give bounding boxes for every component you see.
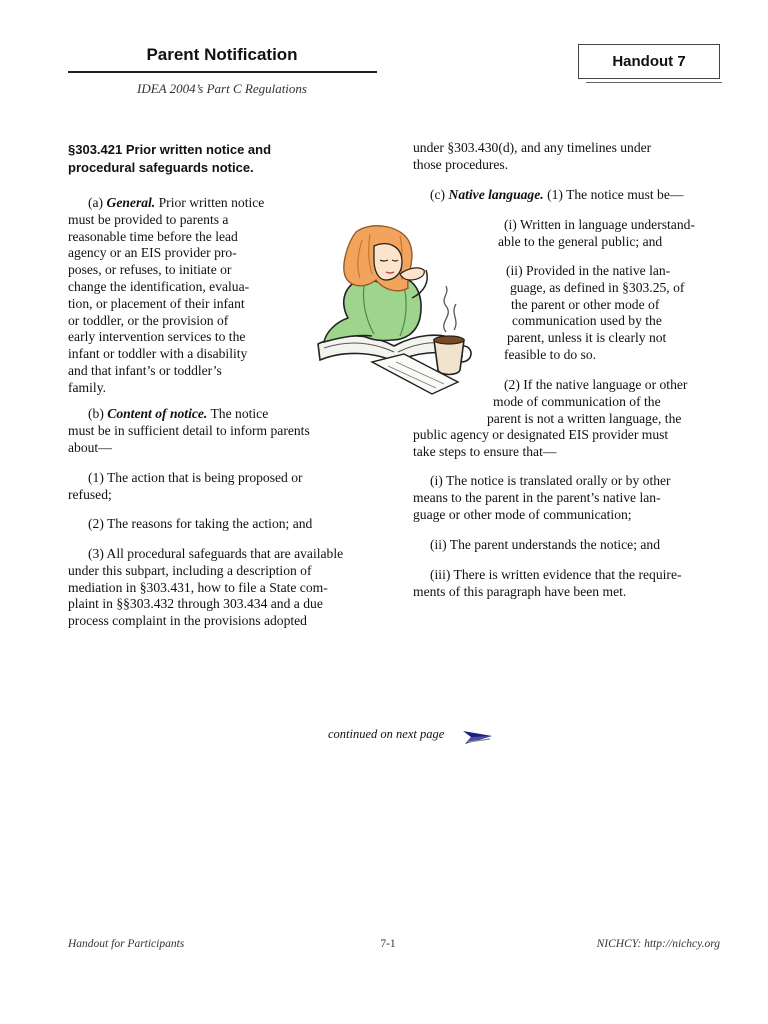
page-number: 7-1 bbox=[380, 938, 396, 950]
text-line: tion, or placement of their infant bbox=[68, 295, 245, 311]
paragraph-c-ii bbox=[503, 263, 684, 364]
section-heading bbox=[68, 141, 271, 177]
text-line: or toddler, or the provision of bbox=[68, 312, 229, 328]
paragraph-c2-iii bbox=[413, 567, 682, 601]
text-line: must be in sufficient detail to inform parents bbox=[68, 422, 310, 438]
text-line: guage, as defined in §303.25, of bbox=[510, 279, 685, 295]
text-line: mode of communication of the bbox=[493, 393, 661, 409]
continued-note: continued on next page bbox=[328, 727, 445, 741]
paragraph-a bbox=[68, 195, 264, 397]
paragraph-a-first-line: (a) General. Prior written notice bbox=[88, 195, 265, 210]
text-line: (i) The notice is translated orally or by other bbox=[430, 473, 671, 488]
text-line: (iii) There is written evidence that the require- bbox=[430, 567, 682, 582]
paragraph-b-label: Content of notice. bbox=[107, 406, 208, 421]
footer-right: NICHCY: http://nichcy.org bbox=[596, 938, 720, 950]
paragraph-a-label: General. bbox=[106, 195, 156, 210]
footer-left: Handout for Participants bbox=[68, 938, 185, 950]
text-line: process complaint in the provisions adopted bbox=[68, 613, 307, 629]
paragraph-c-label: Native language. bbox=[448, 187, 544, 202]
text-line: plaint in §§303.432 through 303.434 and a due bbox=[68, 596, 323, 612]
text-line: feasible to do so. bbox=[504, 346, 597, 362]
text-line: Prior written notice bbox=[158, 195, 265, 210]
paragraph-c bbox=[430, 187, 683, 204]
paragraph-continuation bbox=[413, 140, 651, 174]
text-line: (1) The notice must be— bbox=[547, 187, 684, 202]
paragraph-c2-ii bbox=[413, 537, 660, 554]
text-line: (i) Written in language understand- bbox=[504, 217, 695, 232]
text-line: (3) All procedural safeguards that are available bbox=[88, 546, 344, 561]
handout-badge-underline bbox=[586, 82, 722, 83]
paragraph-b3 bbox=[68, 546, 343, 630]
text-line: family. bbox=[68, 379, 106, 395]
section-heading-line: procedural safeguards notice. bbox=[68, 160, 254, 175]
handout-badge: Handout 7 bbox=[578, 44, 720, 79]
text-line: under §303.430(d), and any timelines under bbox=[413, 140, 652, 155]
text-line: able to the general public; and bbox=[498, 233, 663, 249]
paragraph-b1 bbox=[68, 470, 303, 504]
text-line: those procedures. bbox=[413, 156, 509, 172]
text-line: and that infant’s or toddler’s bbox=[68, 362, 222, 378]
paragraph-c2-i bbox=[413, 473, 671, 523]
text-line: public agency or designated EIS provider must bbox=[413, 427, 669, 443]
text-line: means to the parent in the parent’s native lan- bbox=[413, 489, 661, 505]
text-line: communication used by the bbox=[512, 313, 662, 329]
text-line: reasonable time before the lead bbox=[68, 228, 238, 244]
text-line: agency or an EIS provider pro- bbox=[68, 245, 237, 261]
text-line: (1) The action that is being proposed or bbox=[88, 470, 303, 485]
right-arrow-icon bbox=[462, 727, 494, 745]
text-line: (ii) Provided in the native lan- bbox=[506, 263, 671, 278]
text-line: about— bbox=[68, 439, 112, 455]
title-underline bbox=[68, 71, 377, 73]
text-line: (ii) The parent understands the notice; and bbox=[430, 537, 661, 552]
text-line: (2) The reasons for taking the action; and bbox=[88, 516, 313, 531]
text-line: mediation in §303.431, how to file a State com- bbox=[68, 579, 328, 595]
text-line: parent is not a written language, the bbox=[487, 410, 682, 426]
text-line: poses, or refuses, to initiate or bbox=[68, 262, 232, 278]
text-line: (2) If the native language or other bbox=[504, 377, 688, 392]
document-title: Parent Notification bbox=[146, 45, 298, 64]
text-line: infant or toddler with a disability bbox=[68, 346, 248, 362]
text-line: early intervention services to the bbox=[68, 329, 246, 345]
paragraph-c-i bbox=[498, 217, 695, 251]
text-line: take steps to ensure that— bbox=[413, 444, 557, 460]
text-line: refused; bbox=[68, 486, 112, 502]
section-heading-line: §303.421 Prior written notice and bbox=[68, 142, 272, 157]
woman-reading-with-coffee-illustration bbox=[312, 222, 480, 398]
text-line: parent, unless it is clearly not bbox=[507, 330, 667, 346]
text-line: must be provided to parents a bbox=[68, 211, 229, 227]
document-subtitle: IDEA 2004’s Part C Regulations bbox=[137, 81, 307, 96]
paragraph-b2 bbox=[68, 516, 312, 533]
text-line: The notice bbox=[210, 406, 269, 421]
text-line: change the identification, evalua- bbox=[68, 278, 250, 294]
text-line: the parent or other mode of bbox=[511, 296, 660, 312]
paragraph-c-line: (c) Native language. (1) The notice must be— bbox=[430, 187, 684, 202]
paragraph-b-first-line: (b) Content of notice. The notice bbox=[88, 406, 269, 421]
text-line: under this subpart, including a description of bbox=[68, 562, 312, 578]
text-line: ments of this paragraph have been met. bbox=[413, 583, 627, 599]
text-line: guage or other mode of communication; bbox=[413, 506, 632, 522]
paragraph-b bbox=[68, 406, 310, 456]
